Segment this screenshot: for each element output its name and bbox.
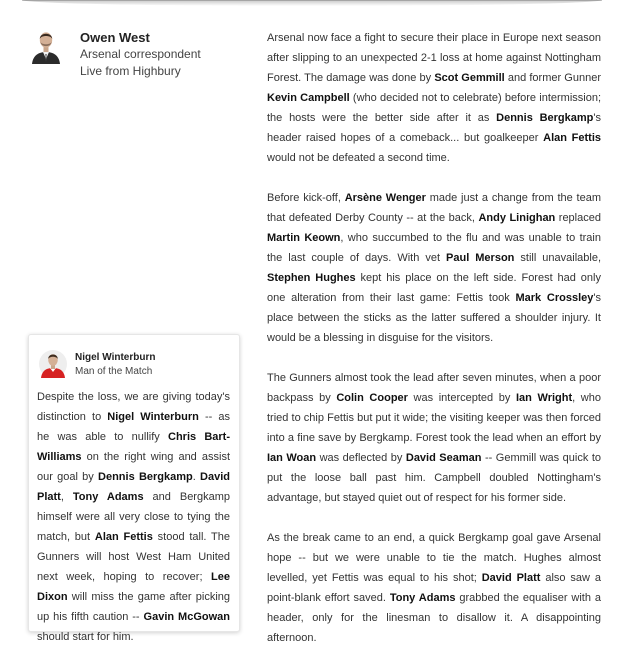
text-run: replaced: [555, 212, 601, 224]
article-paragraph: [267, 528, 601, 648]
player-name: Lee Dixon: [37, 571, 230, 603]
player-name: Dennis Bergkamp: [496, 112, 594, 124]
text-run: -- as he was able to nullify: [37, 411, 231, 443]
text-run: on the right wing and assist our goal by: [37, 451, 230, 483]
text-run: As the break came to an end, a quick Bergkamp goal gave Arsenal hope -- but we were unable to tie the match. Hughes almost levelled, yet Fettis was equal to his shot;: [267, 532, 601, 584]
text-run: and Bergkamp himself were all very close to tying the match, but: [37, 491, 230, 543]
text-run: Arsenal now face a fight to secure their place in Europe next season after slipping to an unexpected 2-1 loss at home against Nottingham Forest. The damage was done by: [267, 32, 601, 84]
player-name: Tony Adams: [389, 592, 456, 604]
player-avatar: [39, 350, 67, 378]
text-run: 's place between the sticks as the latter suffered a shoulder injury. It would be a blessing in disguise for the visitors.: [267, 292, 601, 344]
text-run: was intercepted by: [407, 392, 516, 404]
text-run: (who decided not to celebrate) before intermission; the hosts were the better side after it as: [267, 92, 601, 124]
player-name: Paul Merson: [446, 252, 515, 264]
top-divider-shadow: [22, 0, 602, 6]
match-report: [267, 28, 601, 668]
text-run: kept his place on the left side. Forest had only one alteration from their last game: Fettis took: [267, 272, 601, 304]
text-run: still unavailable,: [514, 252, 602, 264]
text-run: grabbed the equaliser with a header, only for the linesman to disallow it. A disappointing afternoon.: [267, 592, 601, 644]
text-run: 's header raised hopes of a comeback... but goalkeeper: [267, 112, 601, 144]
text-run: stood tall. The Gunners will host West Ham United next week, hoping to recover;: [37, 531, 231, 583]
text-run: .: [192, 471, 201, 483]
text-run: -- Gemmill was quick to put the loose ball past him. Campbell doubled Nottingham's advantage, but stayed quiet out of respect for his former side.: [267, 452, 601, 504]
article-paragraph: [267, 368, 601, 508]
text-run: was deflected by: [316, 452, 406, 464]
text-run: also saw a point-blank effort saved.: [267, 572, 601, 604]
player-name: Alan Fettis: [543, 132, 602, 144]
text-run: , who succumbed to the flu and was unable to train the last couple of days. With vet: [267, 232, 601, 264]
player-name: Kevin Campbell: [267, 92, 350, 104]
player-name: Colin Cooper: [336, 392, 408, 404]
motm-subtitle: Man of the Match: [75, 366, 153, 377]
player-name: Ian Woan: [267, 452, 317, 464]
article-paragraph: [267, 28, 601, 168]
article-paragraph: [267, 188, 601, 348]
player-name: Gavin McGowan: [143, 611, 231, 623]
author-avatar: [30, 28, 62, 64]
player-name: Stephen Hughes: [267, 272, 356, 284]
player-name: David Seaman: [405, 452, 482, 464]
player-name: Scot Gemmill: [434, 72, 505, 84]
player-name: Tony Adams: [72, 491, 144, 503]
author-location: Live from Highbury: [80, 64, 181, 78]
author-role: Arsenal correspondent: [80, 47, 201, 61]
text-run: and former Gunner: [504, 72, 602, 84]
player-name: Chris Bart-Williams: [37, 431, 231, 463]
text-run: Before kick-off,: [267, 192, 345, 204]
player-name: Alan Fettis: [94, 531, 153, 543]
text-run: Despite the loss, we are giving today's distinction to: [37, 391, 230, 423]
text-run: ,: [60, 491, 73, 503]
player-name: Mark Crossley: [515, 292, 594, 304]
motm-description: [37, 387, 230, 647]
text-run: should start for him.: [37, 631, 134, 643]
player-name: Martin Keown: [267, 232, 341, 244]
author-name: Owen West: [80, 30, 150, 45]
text-run: would not be defeated a second time.: [267, 152, 450, 164]
text-run: made just a change from the team that defeated Derby County -- at the back,: [267, 192, 602, 224]
text-run: will miss the game after picking up his fifth caution --: [37, 591, 230, 623]
text-run: The Gunners almost took the lead after seven minutes, when a poor backpass by: [267, 372, 601, 404]
player-name: Dennis Bergkamp: [98, 471, 193, 483]
player-name: David Platt: [481, 572, 541, 584]
man-of-the-match-card: [28, 334, 240, 643]
player-name: David Platt: [37, 471, 231, 503]
motm-player-name: Nigel Winterburn: [75, 352, 156, 363]
player-name: Andy Linighan: [478, 212, 556, 224]
player-name: Nigel Winterburn: [107, 411, 199, 423]
text-run: , who tried to chip Fettis but put it wide; the visiting keeper was then forced into a fine save by Bergkamp. Forest took the lead when an effort by: [267, 392, 601, 444]
player-name: Arsène Wenger: [344, 192, 426, 204]
player-name: Ian Wright: [516, 392, 573, 404]
